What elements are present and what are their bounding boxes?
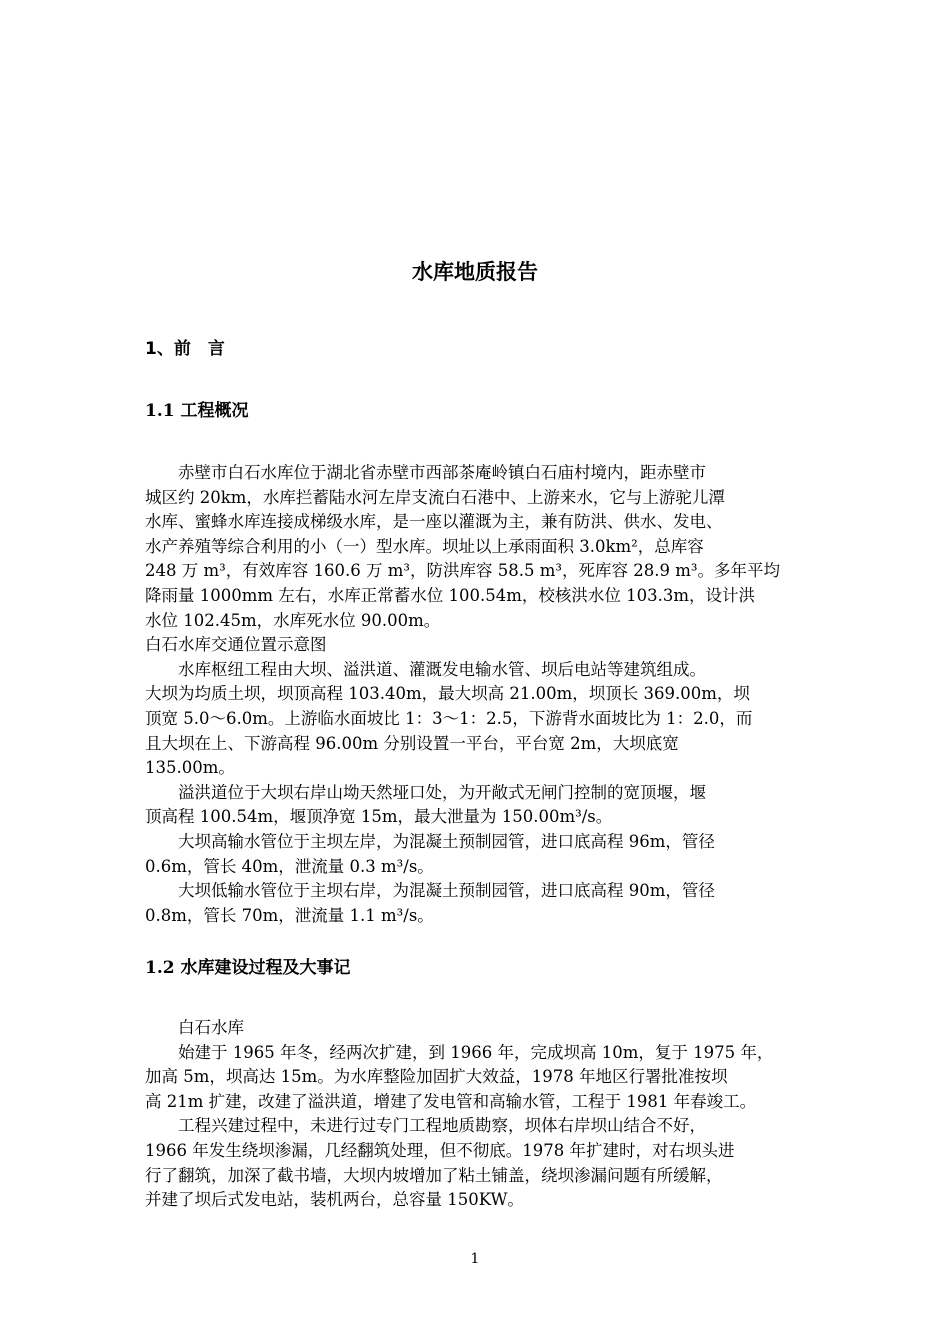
text-line: 高 21m 扩建，改建了溢洪道，增建了发电管和高输水管，工程于 1981 年春竣工。 xyxy=(145,1091,757,1111)
text-line: 135.00m。 xyxy=(145,758,235,778)
text-line: 工程兴建过程中，未进行过专门工程地质勘察，坝体右岸坝山结合不好， xyxy=(145,1116,706,1136)
text-line: 顶宽 5.0～6.0m。上游临水面坡比 1：3～1：2.5，下游背水面坡比为 1：2.0，而 xyxy=(145,708,753,728)
section-heading-preface: 1、前 言 xyxy=(145,339,225,359)
text-line: 水产养殖等综合利用的小（一）型水库。坝址以上承雨面积 3.0km²，总库容 xyxy=(145,536,704,556)
text-line: 大坝高输水管位于主坝左岸，为混凝土预制园管，进口底高程 96m，管径 xyxy=(145,831,715,851)
figure-caption: 白石水库交通位置示意图 xyxy=(145,635,327,655)
project-overview-text xyxy=(145,461,825,928)
text-line: 0.8m，管长 70m，泄流量 1.1 m³/s。 xyxy=(145,905,434,925)
section-heading-project-overview: 1.1 工程概况 xyxy=(145,401,249,421)
text-line: 大坝低输水管位于主坝右岸，为混凝土预制园管，进口底高程 90m，管径 xyxy=(145,881,715,901)
text-line: 行了翻筑，加深了截书墙，大坝内坡增加了粘土铺盖，绕坝渗漏问题有所缓解， xyxy=(145,1165,723,1185)
page-number: 1 xyxy=(470,1251,480,1267)
text-line: 1966 年发生绕坝渗漏，几经翻筑处理，但不彻底。1978 年扩建时，对右坝头进 xyxy=(145,1140,735,1160)
text-line: 0.6m，管长 40m，泄流量 0.3 m³/s。 xyxy=(145,856,434,876)
document-title: 水库地质报告 xyxy=(412,260,538,284)
text-line: 水库、蜜蜂水库连接成梯级水库，是一座以灌溉为主，兼有防洪、供水、发电、 xyxy=(145,512,723,532)
text-line: 降雨量 1000mm 左右，水库正常蓄水位 100.54m，校核洪水位 103.3m，设计洪 xyxy=(145,585,756,605)
construction-history-text xyxy=(145,1016,825,1213)
text-line: 始建于 1965 年冬，经两次扩建，到 1966 年，完成坝高 10m，复于 1975 年， xyxy=(145,1042,774,1062)
text-line: 248 万 m³，有效库容 160.6 万 m³，防洪库容 58.5 m³，死库容 28.9 m³。多年平均 xyxy=(145,561,780,581)
text-line: 大坝为均质土坝，坝顶高程 103.40m，最大坝高 21.00m，坝顶长 369.00m，坝 xyxy=(145,684,750,704)
text-line: 白石水库 xyxy=(145,1018,244,1037)
text-line: 城区约 20km，水库拦蓄陆水河左岸支流白石港中、上游来水，它与上游驼儿潭 xyxy=(145,487,725,507)
text-line: 且大坝在上、下游高程 96.00m 分别设置一平台，平台宽 2m，大坝底宽 xyxy=(145,733,679,753)
text-line: 水位 102.45m，水库死水位 90.00m。 xyxy=(145,610,441,630)
section-heading-construction-history: 1.2 水库建设过程及大事记 xyxy=(145,958,351,978)
text-line: 顶高程 100.54m，堰顶净宽 15m，最大泄量为 150.00m³/s。 xyxy=(145,807,613,827)
text-line: 并建了坝后式发电站，装机两台，总容量 150KW。 xyxy=(145,1190,524,1210)
text-line: 赤壁市白石水库位于湖北省赤壁市西部茶庵岭镇白石庙村境内，距赤壁市 xyxy=(145,463,706,482)
text-line: 加高 5m，坝高达 15m。为水库整险加固扩大效益，1978 年地区行署批准按坝 xyxy=(145,1067,728,1087)
text-line: 水库枢纽工程由大坝、溢洪道、灌溉发电输水管、坝后电站等建筑组成。 xyxy=(145,659,706,679)
text-line: 溢洪道位于大坝右岸山坳天然垭口处，为开敞式无闸门控制的宽顶堰，堰 xyxy=(145,782,706,802)
